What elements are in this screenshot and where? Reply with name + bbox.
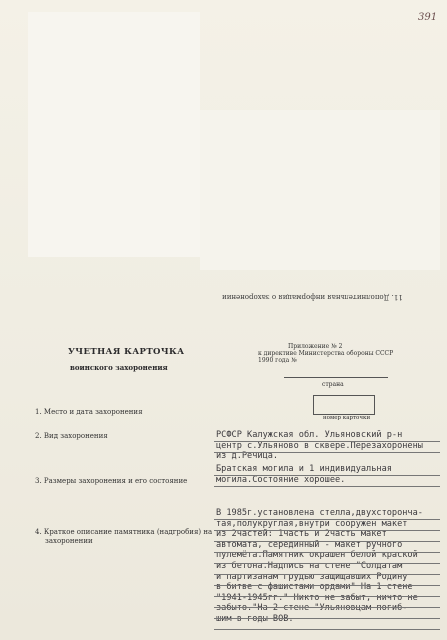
field-1-value <box>216 430 423 462</box>
field-4-line: тая,полукруглая,внутри сооружен макет <box>216 518 408 529</box>
field-1-line: из д.Речица. <box>216 451 279 462</box>
field-3-label: 3. Размеры захоронения и его состояние <box>35 477 188 485</box>
country-line <box>284 377 388 378</box>
field-4-line: пулемёта.Памятник окрашен белой краской <box>216 550 418 561</box>
field-4-line: из 2частей: 1часть и 2часть макет <box>216 529 387 540</box>
field-4-line: автомата, серединный - макет ручного <box>216 539 403 550</box>
field-4-rule <box>214 607 440 608</box>
field-4-line: шим в годы ВОВ. <box>216 613 294 624</box>
field-4-line: "1941-1945гг." Никто не забыт, ничто не <box>216 592 418 603</box>
field-2-line: Братская могила и 1 индивидуальная <box>216 464 392 474</box>
field-1-rule <box>214 441 440 442</box>
card-number-box <box>313 395 375 415</box>
field-4-rule <box>214 596 440 597</box>
field-1-label: 1. Место и дата захоронения <box>35 408 143 416</box>
blank-area <box>200 110 440 270</box>
appendix-line-3: 1990 года № <box>258 357 297 364</box>
field-2-label: 2. Вид захоронения <box>35 432 108 440</box>
blank-photo-area <box>28 12 200 257</box>
field-2-line: могила.Состояние хорошее. <box>216 474 346 485</box>
field-4-line: и партизанам грудью защищавших Родину <box>216 571 408 582</box>
field-4-rule <box>214 541 440 542</box>
field-4-label-line: захоронении <box>45 537 93 545</box>
page-number: 391 <box>418 12 438 23</box>
field-1-line: РСФСР Калужская обл. Ульяновский р-н <box>216 430 403 440</box>
card-number-label: номер карточки <box>323 415 371 421</box>
field-4-rule <box>214 629 440 630</box>
field-4-label <box>35 528 212 546</box>
field-4-rule <box>214 563 440 564</box>
field-1-line: центр с.Ульяново в сквере.Перезахоронены <box>216 440 423 451</box>
appendix-line-1: Приложение № 2 <box>288 343 343 350</box>
field-4-rule <box>214 552 440 553</box>
field-1-rule <box>214 452 440 453</box>
field-4-rule <box>214 530 440 531</box>
field-4-line: забыто."На 2 стене "Ульяновцам погиб- <box>216 603 408 614</box>
field-4-label-line: 4. Краткое описание памятника (надгробия) на <box>35 528 213 536</box>
field-4-rule <box>214 618 440 619</box>
additional-info-heading: 11. Дополнительная информация о захоронении <box>222 293 403 301</box>
card-subtitle: воинского захоронения <box>70 363 168 372</box>
field-2-rule <box>214 486 440 487</box>
appendix-line-2: к директиве Министерства обороны СССР <box>258 350 394 357</box>
country-label: страна <box>322 381 344 388</box>
field-4-line: из бетона.Надпись на стене "Солдатам <box>216 560 403 571</box>
field-4-line: в битве с фашистами ордами" На 1 стене <box>216 582 413 593</box>
field-4-rule <box>214 519 440 520</box>
appendix-note <box>258 343 393 364</box>
field-4-rule <box>214 574 440 575</box>
field-2-rule <box>214 475 440 476</box>
field-4-line: В 1985г.установлена стелла,двухсторонча- <box>216 508 423 518</box>
field-4-rule <box>214 585 440 586</box>
card-title: УЧЕТНАЯ КАРТОЧКА <box>68 347 185 357</box>
